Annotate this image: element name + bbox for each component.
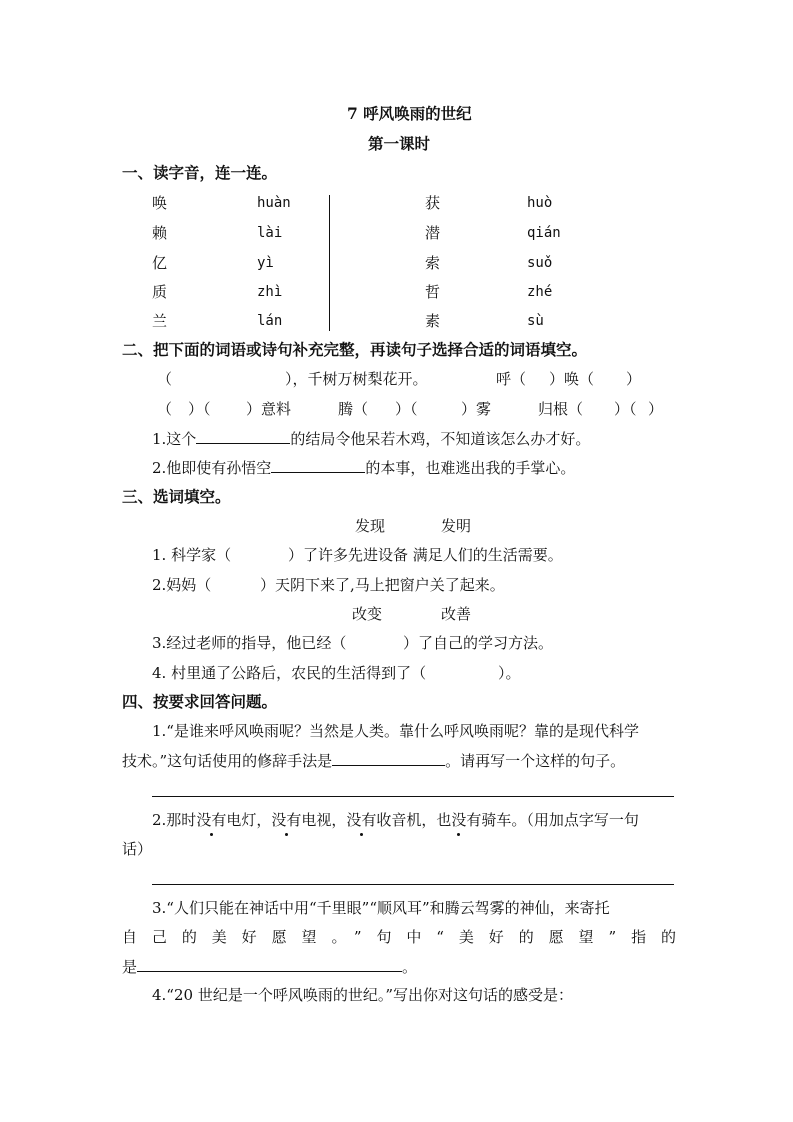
writing-line[interactable]	[152, 884, 674, 885]
right-char: 获	[425, 194, 441, 212]
left-pinyin: yì	[257, 255, 274, 271]
idiom-hu: 呼（	[496, 370, 527, 388]
section-4-heading: 四、按要求回答问题。	[122, 692, 278, 711]
choice-q2-end: ）天阴下来了,马上把窗户关了起来。	[260, 576, 505, 594]
blank-open-paren: （	[157, 370, 173, 388]
answer-q3-line3: 是 。	[122, 958, 418, 976]
left-pinyin: zhì	[257, 284, 283, 300]
right-pinyin: huò	[527, 195, 553, 211]
answer-q3-line2: 自己的美好愿望。”句中“美好的愿望”指的	[122, 928, 676, 946]
right-pinyin: sù	[527, 313, 544, 329]
choice-q3-end: ）了自己的学习方法。	[403, 634, 554, 652]
answer-blank[interactable]	[332, 750, 445, 766]
answer-q1-line2: 技术。”这句话使用的修辞手法是 。请再写一个这样的句子。	[122, 752, 626, 770]
word-choice: 改善	[441, 605, 472, 623]
choice-q4-start: 4. 村里通了公路后，农民的生活得到了（	[152, 664, 427, 682]
choice-q1-end: ）了许多先进设备 满足人们的生活需要。	[288, 546, 563, 564]
lesson-title: 7 呼风唤雨的世纪	[347, 104, 472, 123]
right-char: 哲	[425, 283, 441, 301]
left-char: 质	[152, 283, 168, 301]
idiom-2-f: ）雾	[461, 400, 492, 418]
left-pinyin: lài	[257, 225, 283, 241]
idiom-2-d: 腾（	[338, 400, 369, 418]
answer-q2-line2: 话）	[122, 840, 153, 858]
right-pinyin: zhé	[527, 284, 553, 300]
left-pinyin: huàn	[257, 195, 291, 211]
idiom-1-a: （	[157, 400, 173, 418]
word-choice: 改变	[352, 605, 383, 623]
idiom-end: ）	[626, 370, 642, 388]
answer-q3-line1: 3.“人们只能在神话中用“千里眼”“顺风耳”和腾云驾雾的神仙，来寄托	[152, 899, 610, 917]
choice-q1-start: 1. 科学家（	[152, 546, 232, 564]
dotted-word: 也没有	[436, 811, 482, 829]
left-char: 亿	[152, 254, 168, 272]
word-choice: 发明	[441, 517, 472, 535]
answer-blank[interactable]	[196, 428, 290, 444]
left-pinyin: lán	[257, 313, 283, 329]
section-2-heading: 二、把下面的词语或诗句补充完整，再读句子选择合适的词语填空。	[122, 340, 588, 359]
right-char: 索	[425, 254, 441, 272]
idiom-3-g: 归根（	[538, 400, 584, 418]
fill-question-2: 2.他即使有孙悟空 的本事，也难逃出我的手掌心。	[152, 459, 576, 477]
left-char: 兰	[152, 312, 168, 330]
choice-q3-start: 3.经过老师的指导，他已经（	[152, 634, 347, 652]
choice-q4-end: ）。	[498, 664, 521, 682]
idiom-1-c: ）意料	[246, 400, 292, 418]
idiom-3-i: ）	[648, 400, 664, 418]
right-char: 潜	[425, 224, 441, 242]
right-pinyin: suǒ	[527, 255, 553, 271]
right-char: 素	[425, 312, 441, 330]
word-choice: 发现	[355, 517, 386, 535]
lesson-subtitle: 第一课时	[368, 134, 431, 153]
writing-line[interactable]	[152, 796, 674, 797]
dotted-word: 没有	[271, 811, 302, 829]
answer-q4: 4.“20 世纪是一个呼风唤雨的世纪。”写出你对这句话的感受是：	[152, 986, 574, 1004]
answer-q2-line1: 2.那时没有电灯，没有电视，没有收音机，也没有骑车。（用加点字写一句	[152, 811, 639, 829]
idiom-3-h: ）（	[614, 400, 637, 418]
poem-line: ），千树万树梨花开。	[285, 370, 428, 388]
left-char: 唤	[152, 194, 168, 212]
dotted-word: 没有	[346, 811, 377, 829]
answer-q1-line1: 1.“是谁来呼风唤雨呢？当然是人类。靠什么呼风唤雨呢？靠的是现代科学	[152, 722, 639, 740]
section-3-heading: 三、选词填空。	[122, 487, 231, 506]
idiom-2-e: ）（	[395, 400, 418, 418]
answer-blank[interactable]	[271, 457, 365, 473]
choice-q2-start: 2.妈妈（	[152, 576, 212, 594]
left-char: 赖	[152, 224, 168, 242]
answer-blank[interactable]	[137, 956, 402, 972]
dotted-word: 没有	[196, 811, 227, 829]
idiom-1-b: ）（	[188, 400, 211, 418]
right-pinyin: qián	[527, 225, 561, 241]
section-1-heading: 一、读字音，连一连。	[122, 163, 278, 182]
column-divider	[329, 195, 330, 331]
idiom-huan: ）唤（	[549, 370, 595, 388]
fill-question-1: 1.这个 的结局令他呆若木鸡，不知道该怎么办才好。	[152, 430, 591, 448]
